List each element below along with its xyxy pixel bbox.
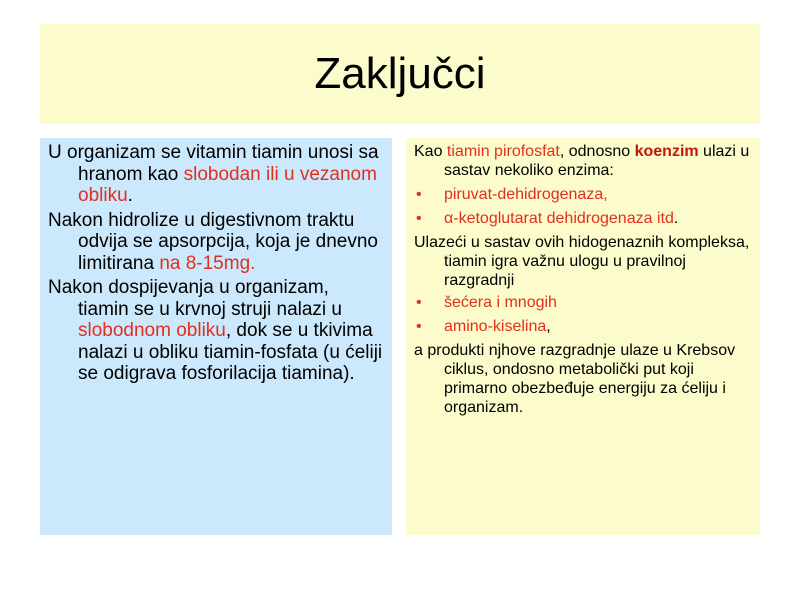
right-p1-bold: koenzim (634, 143, 699, 160)
bullet-1-text: piruvat-dehidrogenaza, (444, 186, 608, 203)
left-p2-highlight: na 8-15mg. (159, 252, 256, 274)
right-p1-highlight: tiamin pirofosfat (446, 143, 560, 160)
left-p1-end: . (127, 185, 133, 206)
left-p1-highlight: slobodan ili u vezanom obliku (78, 163, 377, 206)
left-p2-text: Nakon hidrolize u digestivnom traktu odvija se apsorpcija, koja je dnevno limitirana (48, 209, 378, 274)
bullet-icon: • (416, 186, 422, 203)
slide-title: Zaključci (314, 49, 486, 98)
right-p1-text: Kao (414, 143, 447, 160)
right-p1-text-2: , odnosno (559, 143, 635, 160)
title-panel (40, 24, 760, 124)
left-p3-text-end: , dok se u tkivima nalazi u obliku tiamin-fosfata (u ćeliji se odigrava fosforilacija tiamina). (78, 320, 383, 384)
bullet-item-4 (414, 317, 754, 336)
left-text-panel (40, 138, 392, 535)
bullet-4-text: amino-kiselina (444, 318, 547, 335)
bullet-2-end: . (673, 210, 679, 227)
bullet-3-text: šećera i mnogih (444, 294, 557, 311)
left-p3-highlight: slobodnom obliku (78, 320, 226, 341)
bullet-4-end: , (546, 318, 551, 335)
left-p1-text: U organizam se vitamin tiamin unosi sa hranom kao (48, 142, 379, 185)
left-paragraph-3 (48, 277, 384, 385)
bullet-icon: • (416, 210, 422, 227)
bullet-2-text: α-ketoglutarat dehidrogenaza itd (444, 210, 674, 227)
bullet-item-1 (414, 185, 754, 204)
right-paragraph-3: a produkti njhove razgradnje ulaze u Krebsov ciklus, ondosno metabolički put koji primarno obezbeđuje energiju za ćeliju i organizam. (414, 342, 736, 416)
right-paragraph-1 (414, 142, 754, 180)
right-text-panel (406, 138, 760, 535)
bullet-item-3 (414, 293, 754, 312)
right-paragraph-2: Ulazeći u sastav ovih hidogenaznih kompleksa, tiamin igra važnu ulogu u pravilnoj razgradnji (414, 234, 750, 289)
bullet-icon: • (416, 318, 422, 335)
bullet-icon: • (416, 294, 422, 311)
left-paragraph-2 (48, 210, 384, 275)
left-paragraph-1 (48, 142, 384, 207)
left-p3-text: Nakon dospijevanja u organizam, tiamin se u krvnoj struji nalazi u (48, 277, 342, 320)
right-p1-text-3: ulazi u sastav nekoliko enzima: (444, 143, 750, 179)
bullet-item-2 (414, 209, 754, 228)
